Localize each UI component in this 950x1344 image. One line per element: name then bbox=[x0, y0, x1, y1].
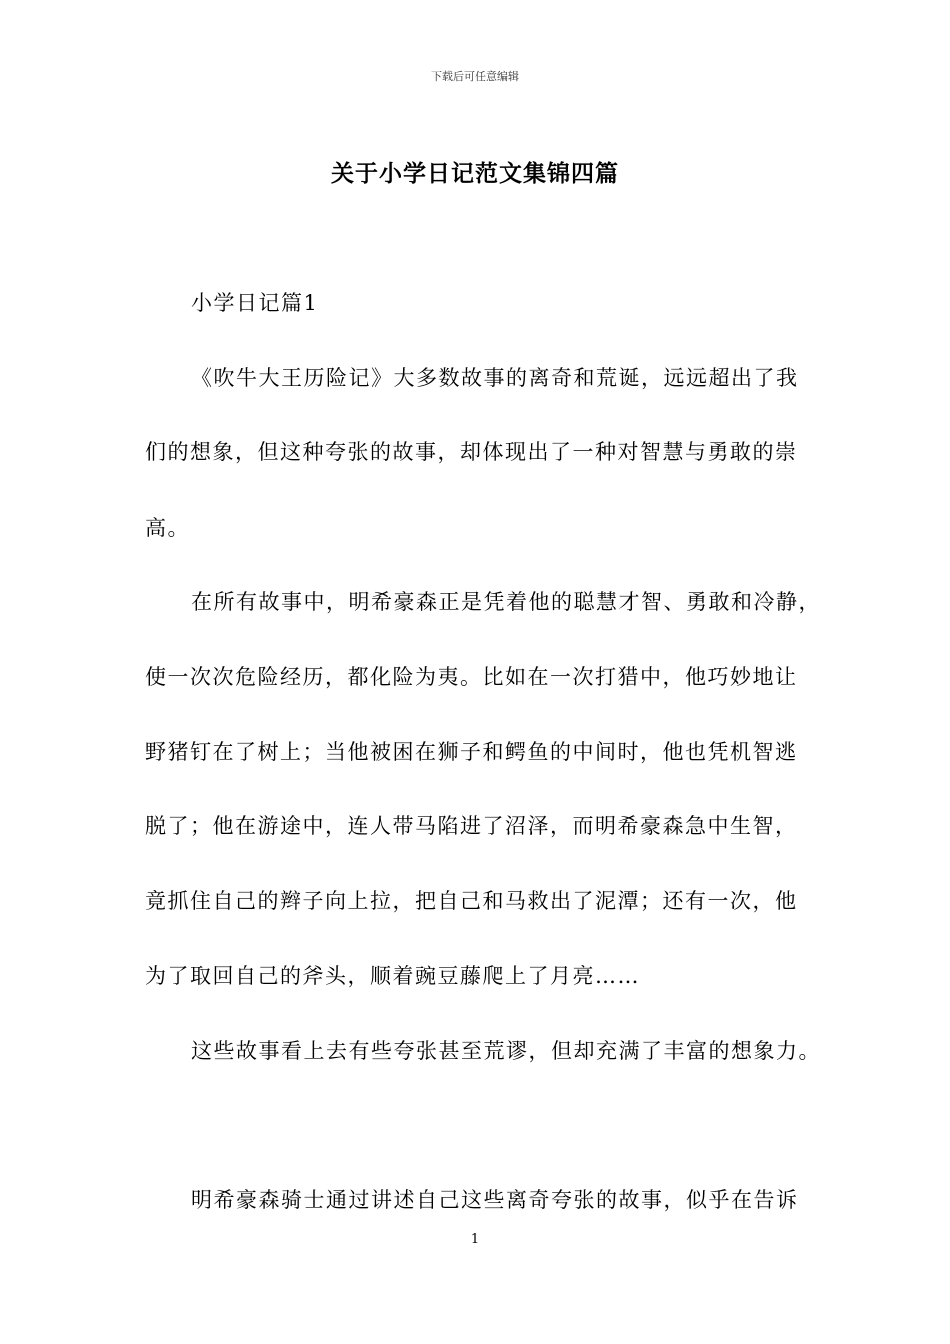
paragraph-line: 们的想象，但这种夸张的故事，却体现出了一种对智慧与勇敢的崇 bbox=[145, 440, 798, 464]
paragraph-line: 高。 bbox=[145, 516, 190, 540]
paragraph-line: 《吹牛大王历险记》大多数故事的离奇和荒诞，远远超出了我 bbox=[191, 366, 799, 390]
section-heading: 小学日记篇1 bbox=[191, 291, 319, 315]
paragraph-line: 使一次次危险经历，都化险为夷。比如在一次打猎中，他巧妙地让 bbox=[145, 665, 798, 689]
document-title: 关于小学日记范文集锦四篇 bbox=[331, 160, 619, 187]
page-header-note: 下载后可任意编辑 bbox=[431, 70, 519, 83]
paragraph-line: 野猪钉在了树上；当他被困在狮子和鳄鱼的中间时，他也凭机智逃 bbox=[145, 740, 798, 764]
paragraph-line: 脱了；他在游途中，连人带马陷进了沼泽，而明希豪森急中生智， bbox=[145, 814, 798, 838]
paragraph-line: 明希豪森骑士通过讲述自己这些离奇夸张的故事，似乎在告诉 bbox=[191, 1188, 799, 1212]
paragraph-line: 竟抓住自己的辫子向上拉，把自己和马救出了泥潭；还有一次，他 bbox=[145, 889, 798, 913]
paragraph-line: 这些故事看上去有些夸张甚至荒谬，但却充满了丰富的想象力。 bbox=[191, 1039, 821, 1063]
paragraph-line: 在所有故事中，明希豪森正是凭着他的聪慧才智、勇敢和冷静， bbox=[191, 590, 821, 614]
page-number: 1 bbox=[470, 1232, 480, 1247]
paragraph-line: 为了取回自己的斧头，顺着豌豆藤爬上了月亮…… bbox=[145, 964, 640, 988]
